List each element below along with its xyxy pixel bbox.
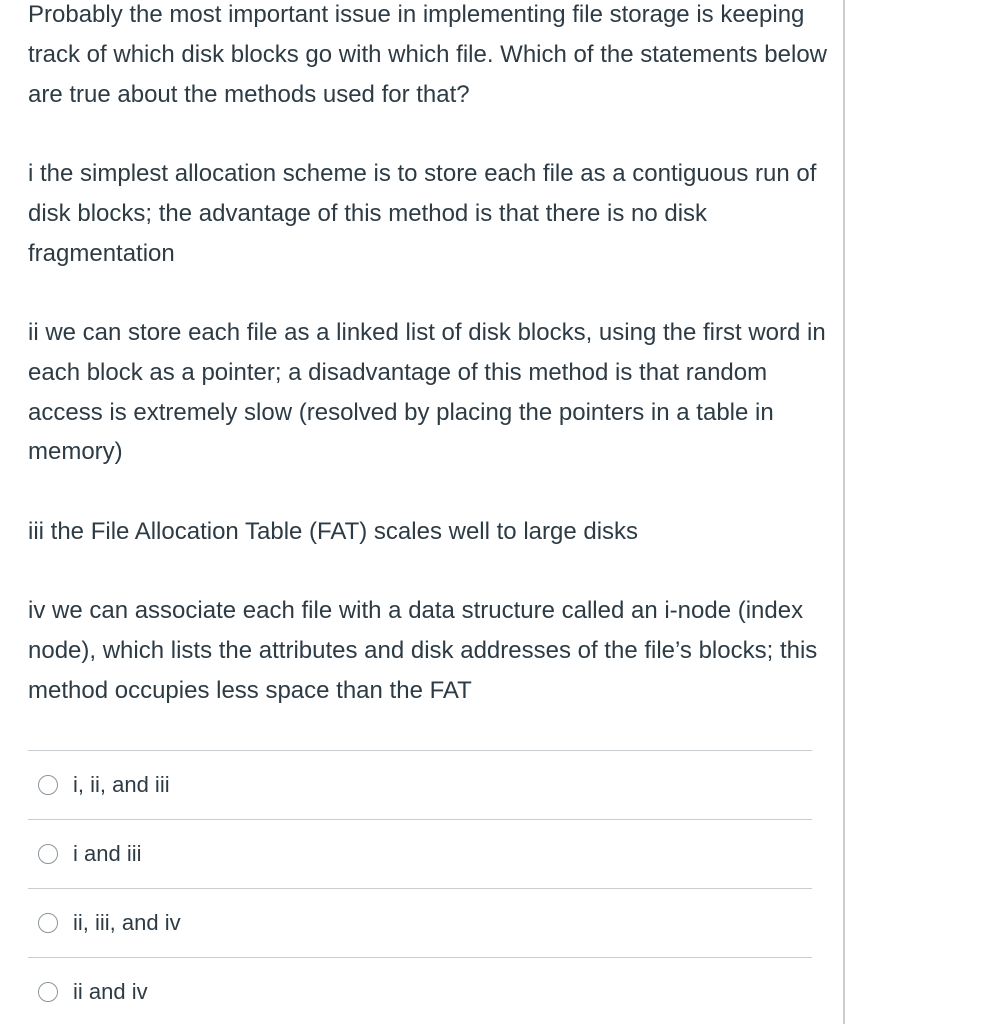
answer-label[interactable]: ii, iii, and iv xyxy=(73,910,181,935)
answer-label[interactable]: i, ii, and iii xyxy=(73,772,170,797)
answer-list xyxy=(28,750,812,1026)
statement-i: i the simplest allocation scheme is to store each file as a contiguous run of disk blocks; the advantage of this method is that there is no disk fragmentation xyxy=(28,160,817,267)
answer-label[interactable]: i and iii xyxy=(73,841,142,866)
statement-iv: iv we can associate each file with a data structure called an i-node (index node), which lists the attributes and disk addresses of the file’s blocks; this method occupies less space than the FAT xyxy=(28,597,818,704)
statement-iii: iii the File Allocation Table (FAT) scales well to large disks xyxy=(28,518,639,545)
answer-option-4[interactable] xyxy=(28,957,812,1026)
answer-option-3[interactable] xyxy=(28,888,812,957)
answer-option-2[interactable] xyxy=(28,819,812,888)
radio-button-icon[interactable] xyxy=(38,844,58,864)
radio-button-icon[interactable] xyxy=(38,982,58,1002)
question-intro: Probably the most important issue in implementing file storage is keeping track of which disk blocks go with which file. Which of the statements below are true about the methods used for that? xyxy=(28,1,828,108)
radio-button-icon[interactable] xyxy=(38,913,58,933)
radio-button-icon[interactable] xyxy=(38,775,58,795)
answer-label[interactable]: ii and iv xyxy=(73,979,148,1004)
answer-option-1[interactable] xyxy=(28,750,812,819)
statement-ii: ii we can store each file as a linked list of disk blocks, using the first word in each block as a pointer; a disadvantage of this method is that random access is extremely slow (resolved by placing the pointers in a table in memory) xyxy=(28,319,826,466)
